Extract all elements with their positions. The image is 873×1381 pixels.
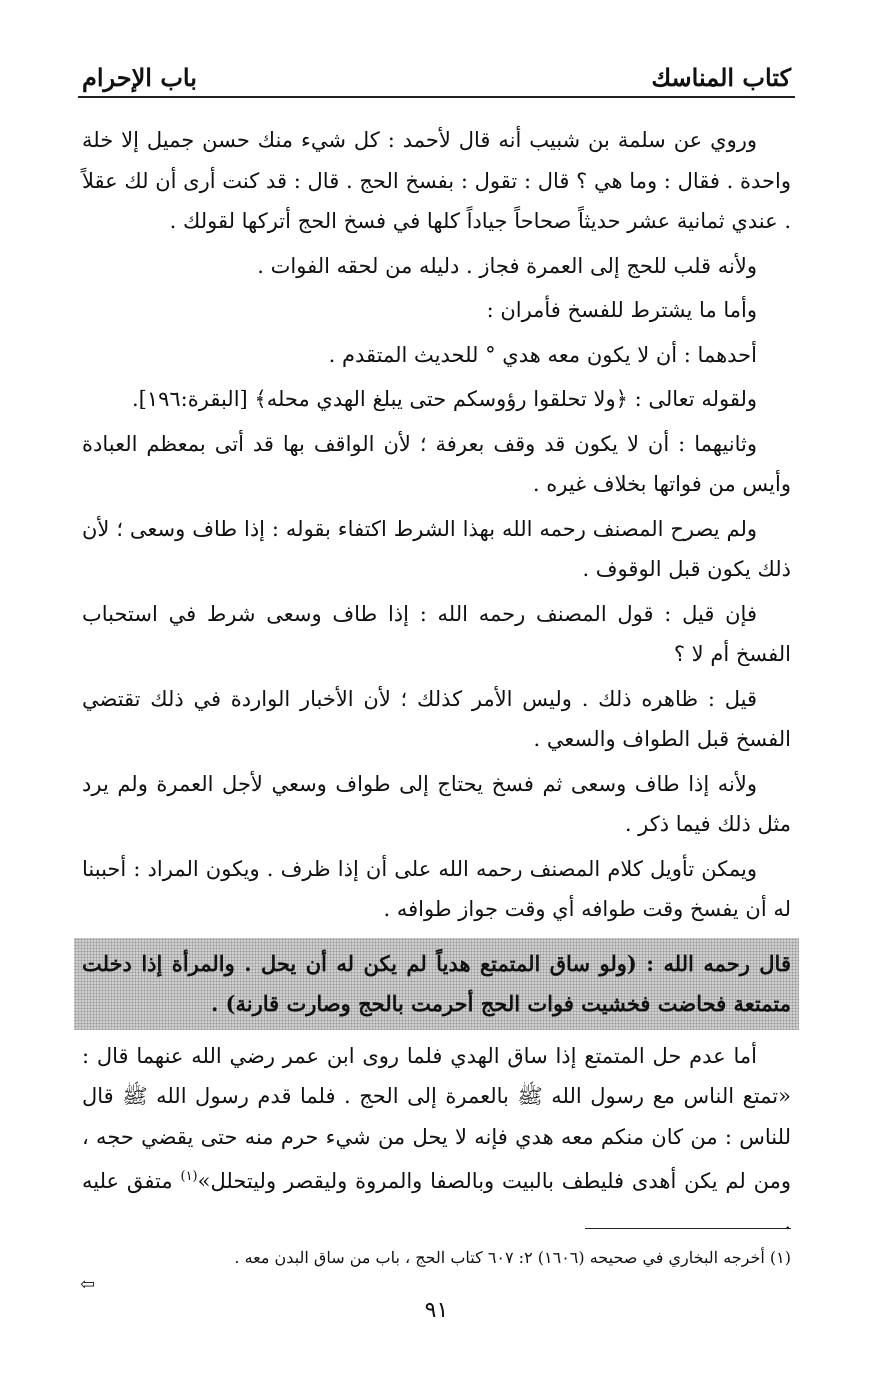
header-rule [78, 96, 795, 98]
footnote-reference[interactable]: (١) [180, 1169, 198, 1184]
matn-quote-text: قال رحمه الله : (ولو ساق المتمتع هدياً لم يكن له أن يحل . والمرأة إذا دخلت متمتعة فحاضت فخشيت فوات الحج أحرمت بالحج وصارت قارنة) . [82, 950, 791, 1016]
chapter-title: باب الإحرام [82, 63, 197, 92]
matn-quote-box [74, 938, 799, 1030]
page-number: ٩١ [424, 1298, 449, 1323]
continue-arrow-icon: ⇦ [80, 1274, 96, 1295]
paragraph: وروي عن سلمة بن شبيب أنه قال لأحمد : كل شيء منك حسن جميل إلا خلة واحدة . فقال : وما هي ؟ قال : تقول : بفسخ الحج . قال : قد كنت أرى أن لك عقلاً . عندي ثمانية عشر حديثاً صحاحاً جياداً كلها في فسخ الحج أتركها لقولك . [82, 128, 791, 233]
paragraph: وأما ما يشترط للفسخ فأمران : [486, 298, 757, 322]
paragraph: ولقوله تعالى : ﴿ولا تحلقوا رؤوسكم حتى يبلغ الهدي محله﴾ [البقرة:١٩٦]. [131, 387, 757, 411]
paragraph: قيل : ظاهره ذلك . وليس الأمر كذلك ؛ لأن الأخبار الواردة في ذلك تقتضي الفسخ قبل الطواف والسعي . [82, 686, 791, 751]
running-header [82, 52, 791, 92]
paragraph: ويمكن تأويل كلام المصنف رحمه الله على أن إذا ظرف . ويكون المراد : أحببنا له أن يفسخ وقت طوافه أي وقت جواز طوافه . [82, 856, 791, 921]
main-text [82, 120, 791, 1246]
paragraph: ولأنه إذا طاف وسعى ثم فسخ يحتاج إلى طواف وسعي لأجل العمرة ولم يرد مثل ذلك فيما ذكر . [82, 771, 791, 836]
closing-paragraph-text: أما عدم حل المتمتع إذا ساق الهدي فلما روى ابن عمر رضي الله عنهما قال : «تمتع الناس مع رسول الله ﷺ بالعمرة إلى الحج . فلما قدم رسول الله ﷺ قال للناس : من كان منكم معه هدي فإنه لا يحل من شيء حرم منه حتى يقضي حجه ، ومن لم يكن أهدى فليطف بالبيت وبالصفا والمروة وليقصر وليتحلل» [82, 1043, 791, 1193]
paragraph: وثانيهما : أن لا يكون قد وقف بعرفة ؛ لأن الواقف بها قد أتى بمعظم العبادة وأيس من فواتها بخلاف غيره . [82, 431, 791, 496]
footnote: (١) أخرجه البخاري في صحيحه (١٦٠٦) ٢: ٦٠٧ كتاب الحج ، باب من ساق البدن معه . [234, 1248, 791, 1267]
footnote-rule [585, 1228, 791, 1229]
book-title: كتاب المناسك [651, 63, 791, 92]
paragraph: أحدهما : أن لا يكون معه هدي ° للحديث المتقدم . [328, 342, 757, 367]
paragraph: ولأنه قلب للحج إلى العمرة فجاز . دليله من لحقه الفوات . [257, 253, 757, 278]
paragraph: ولم يصرح المصنف رحمه الله بهذا الشرط اكتفاء بقوله : إذا طاف وسعى ؛ لأن ذلك يكون قبل الوقوف . [82, 516, 791, 581]
closing-paragraph [82, 1036, 791, 1243]
paragraph: فإن قيل : قول المصنف رحمه الله : إذا طاف وسعى شرط في استحباب الفسخ أم لا ؟ [82, 601, 791, 666]
closing-paragraph-tail: متفق عليه . [82, 1169, 791, 1234]
